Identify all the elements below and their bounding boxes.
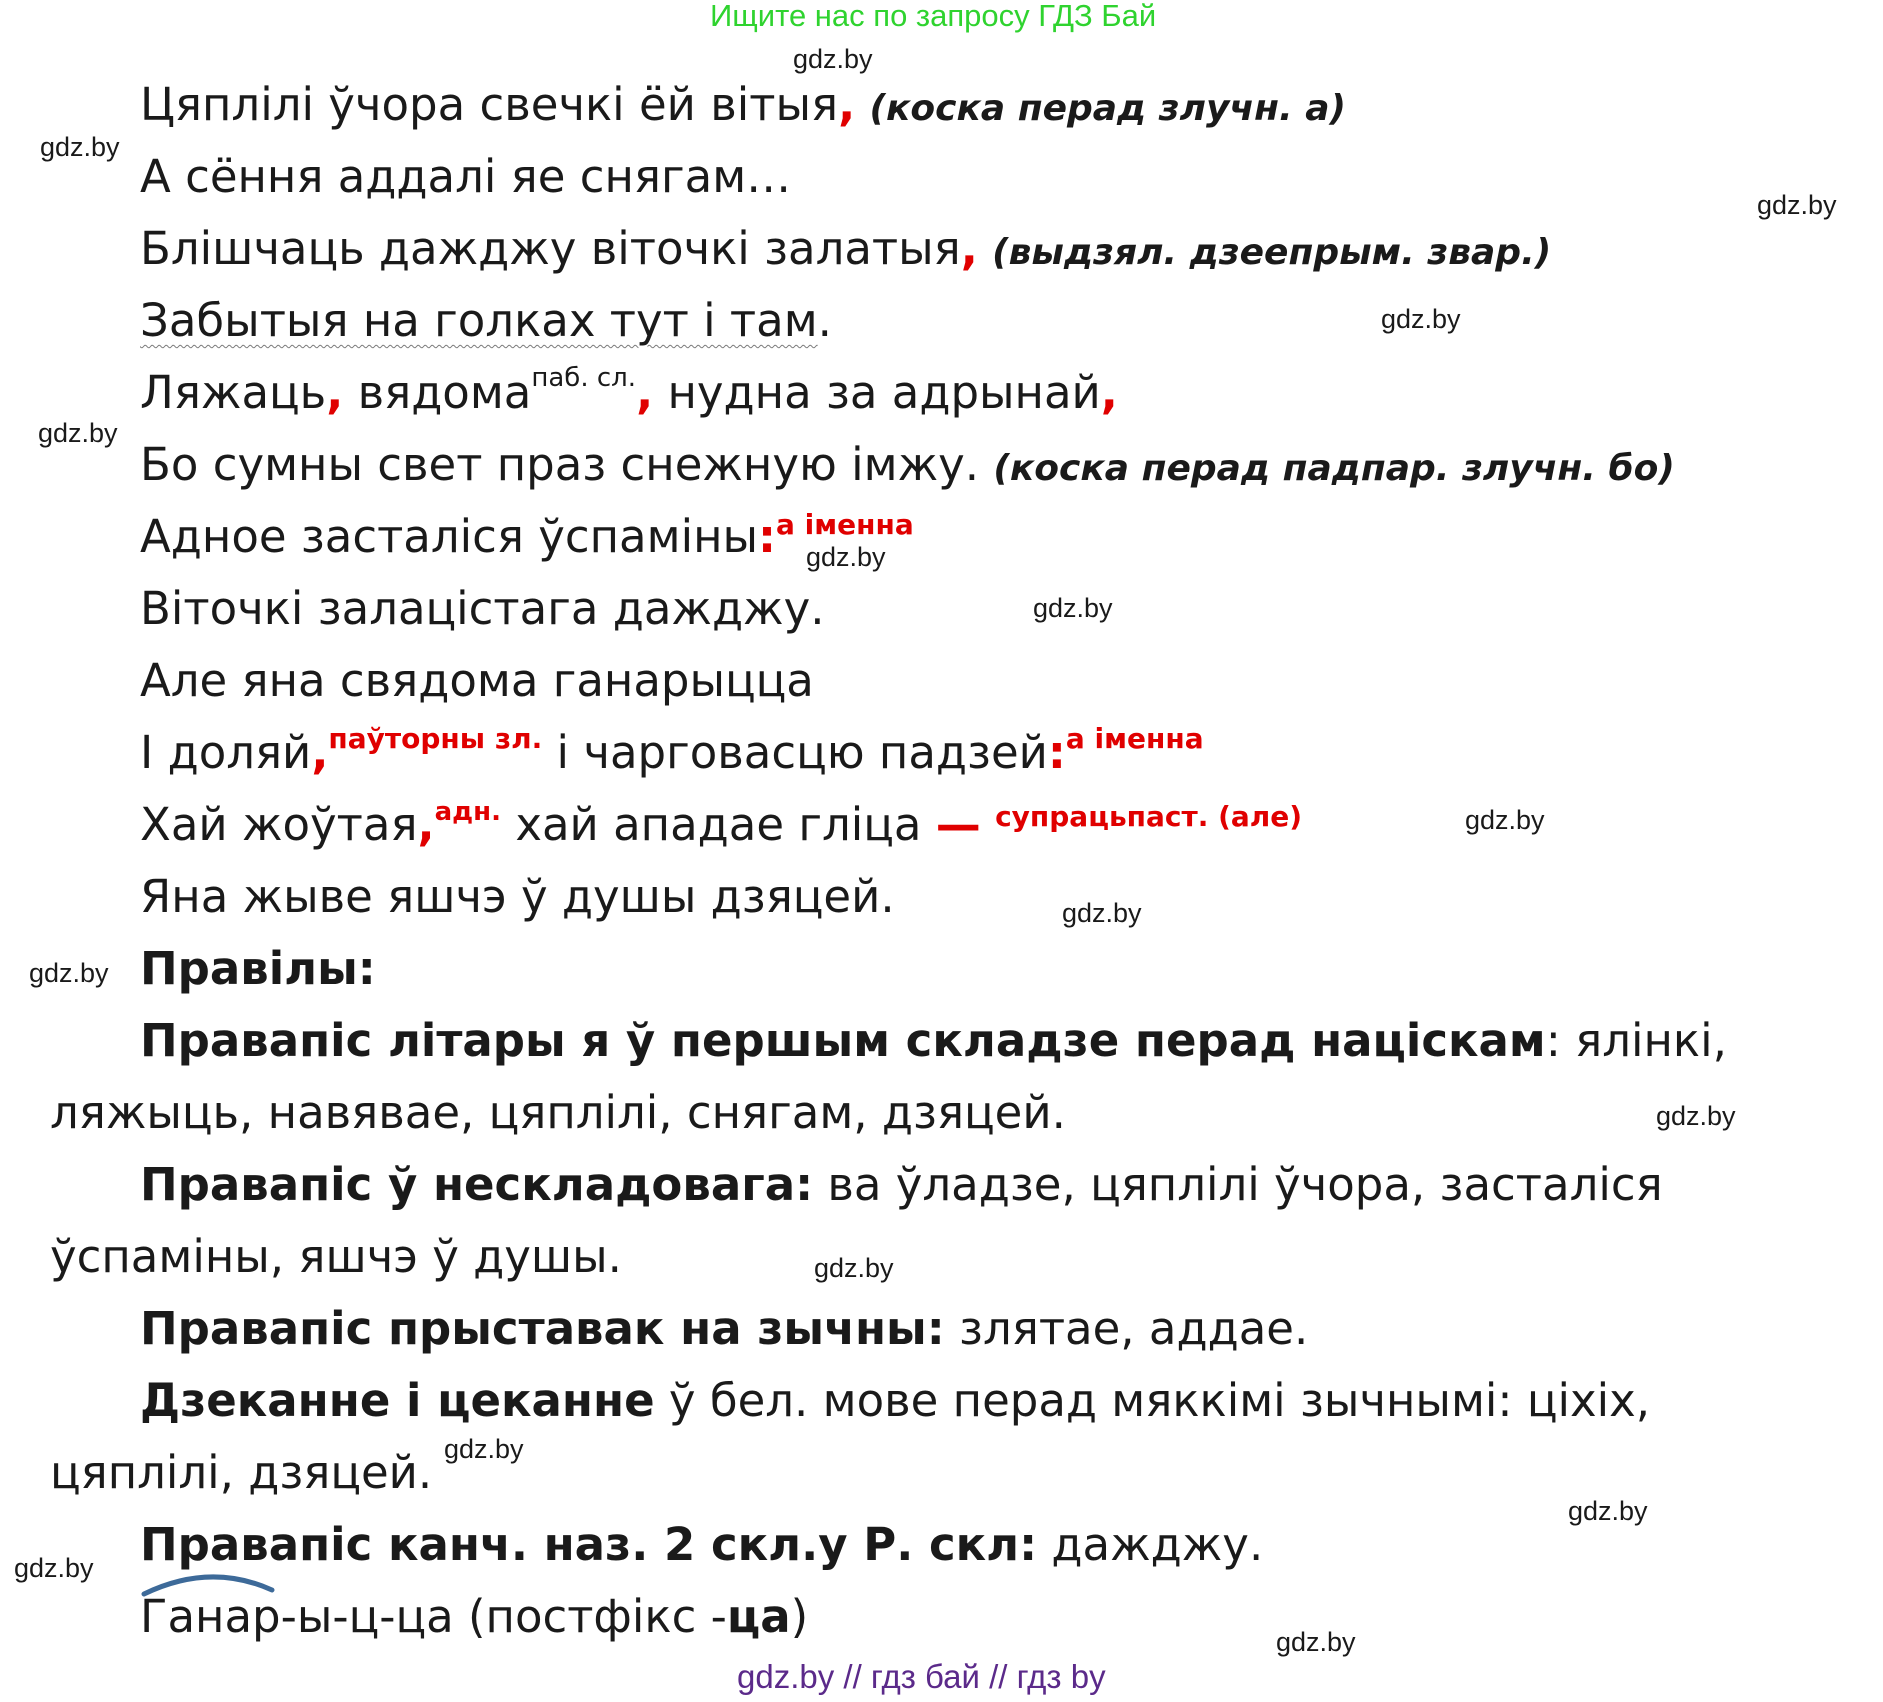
watermark: gdz.by [38, 418, 118, 448]
poem-line-4 [140, 294, 832, 347]
rule-title: Правапіс ў нескладовага: [140, 1158, 814, 1211]
rule-text: ва ўладзе, цяплілі ўчора, засталіся [813, 1158, 1663, 1211]
rule-4-line-2: цяплілі, дзяцей. [50, 1446, 433, 1499]
poem-line-10 [140, 722, 1204, 779]
rule-title: Правапіс літары я ў першым складзе перад націскам [140, 1014, 1546, 1067]
line-text: Блішчаць дажджу віточкі залатыя [140, 222, 961, 275]
line-text: Хай жоўтая [140, 798, 418, 851]
poem-line-12: Яна жыве яшчэ ў душы дзяцей. [140, 870, 895, 923]
watermark: gdz.by [444, 1434, 524, 1464]
watermark: gdz.by [806, 542, 886, 572]
line-text: Ляжаць [140, 366, 327, 419]
annotation: (коска перад падпар. злучн. бо) [993, 448, 1675, 489]
watermark: gdz.by [1465, 805, 1545, 835]
rule-text: злятае, аддае. [944, 1302, 1309, 1355]
punct-comma: , [326, 366, 344, 419]
rule-6-line-1 [140, 1590, 809, 1643]
punct-comma: , [1100, 366, 1118, 419]
footer-links: gdz.by // гдз бай // гдз by [737, 1658, 1106, 1695]
poem-line-2: А сёння аддалі яе снягам… [140, 150, 792, 203]
poem-line-1 [140, 78, 1346, 131]
watermark: gdz.by [814, 1253, 894, 1283]
rule-sep: : [1545, 1014, 1561, 1067]
rule-4-line-1 [140, 1374, 1651, 1427]
watermark: gdz.by [1656, 1101, 1736, 1131]
annotation: (выдзял. дзеепрым. звар.) [992, 232, 1552, 273]
poem-line-9: Але яна свядома ганарыцца [140, 654, 814, 707]
superscript-note: паўторны зл. [328, 722, 543, 755]
punct-comma: , [311, 726, 329, 779]
punct-colon: : [758, 510, 777, 563]
punct-dash: — [935, 798, 981, 851]
rule-5-line-1 [140, 1518, 1264, 1571]
line-text: Бо сумны свет праз снежную імжу. [140, 438, 980, 491]
line-text: нудна за адрынай [653, 366, 1101, 419]
poem-line-7 [140, 508, 914, 563]
rule-2-line-1 [140, 1158, 1663, 1211]
closing-paren: ) [790, 1590, 809, 1643]
watermark: gdz.by [29, 958, 109, 988]
morpheme-parse: Ганар-ы-ц-ца (постфікс - [140, 1590, 727, 1643]
poem-line-6 [140, 438, 1675, 491]
rule-1-line-2: ляжыць, навявае, цяплілі, снягам, дзяцей. [50, 1086, 1066, 1139]
superscript-note: адн. [434, 797, 502, 827]
punct-period: . [817, 294, 832, 347]
watermark: gdz.by [14, 1553, 94, 1583]
rule-title: Дзеканне і цеканне [140, 1374, 655, 1427]
watermark: gdz.by [1757, 190, 1837, 220]
superscript-note: а іменна [776, 508, 914, 541]
poem-line-8: Віточкі залацістага дажджу. [140, 582, 825, 635]
superscript-note: а іменна [1065, 722, 1204, 755]
watermark: gdz.by [1062, 898, 1142, 928]
line-text: хай ападае гліца [501, 798, 936, 851]
watermark: gdz.by [1568, 1496, 1648, 1526]
poem-line-5 [140, 363, 1118, 419]
rule-1-line-1 [140, 1014, 1727, 1067]
poem-line-11 [140, 797, 1303, 851]
poem-line-3 [140, 222, 1552, 275]
top-banner: Ищите нас по запросу ГДЗ Бай [710, 0, 1157, 33]
postfix: ца [726, 1590, 791, 1643]
line-text: вядома [343, 366, 532, 419]
punct-comma: , [636, 366, 654, 419]
rule-text: ялінкі, [1560, 1014, 1727, 1067]
watermark: gdz.by [1381, 304, 1461, 334]
line-text: Цяплілі ўчора свечкі ёй вітыя [140, 78, 839, 131]
rule-title: Правапіс прыставак на зычны: [140, 1302, 945, 1355]
line-text: Адное засталіся ўспаміны [140, 510, 759, 563]
annotation: супрацьпаст. (але) [995, 800, 1303, 833]
punct-comma: , [960, 222, 978, 275]
rule-text: дажджу. [1037, 1518, 1264, 1571]
participial-phrase: Забытыя на голках тут і там [140, 294, 818, 347]
rule-2-line-2: ўспаміны, яшчэ ў душы. [50, 1230, 622, 1283]
watermark: gdz.by [1276, 1627, 1356, 1657]
punct-comma: , [838, 78, 856, 131]
punct-colon: : [1047, 726, 1066, 779]
line-text: і чарговасцю падзей [542, 726, 1048, 779]
watermark: gdz.by [793, 44, 873, 74]
rules-heading: Правілы: [140, 942, 376, 995]
rule-text: ў бел. мове перад мяккімі зычнымі: ціхіх, [654, 1374, 1651, 1427]
rule-title: Правапіс канч. наз. 2 скл.у Р. скл: [140, 1518, 1038, 1571]
watermark: gdz.by [40, 132, 120, 162]
annotation: (коска перад злучн. а) [869, 88, 1346, 129]
rule-3-line-1 [140, 1302, 1309, 1355]
line-text: І доляй [140, 726, 312, 779]
punct-comma: , [417, 798, 435, 851]
superscript-note: паб. сл. [531, 363, 637, 393]
watermark: gdz.by [1033, 593, 1113, 623]
